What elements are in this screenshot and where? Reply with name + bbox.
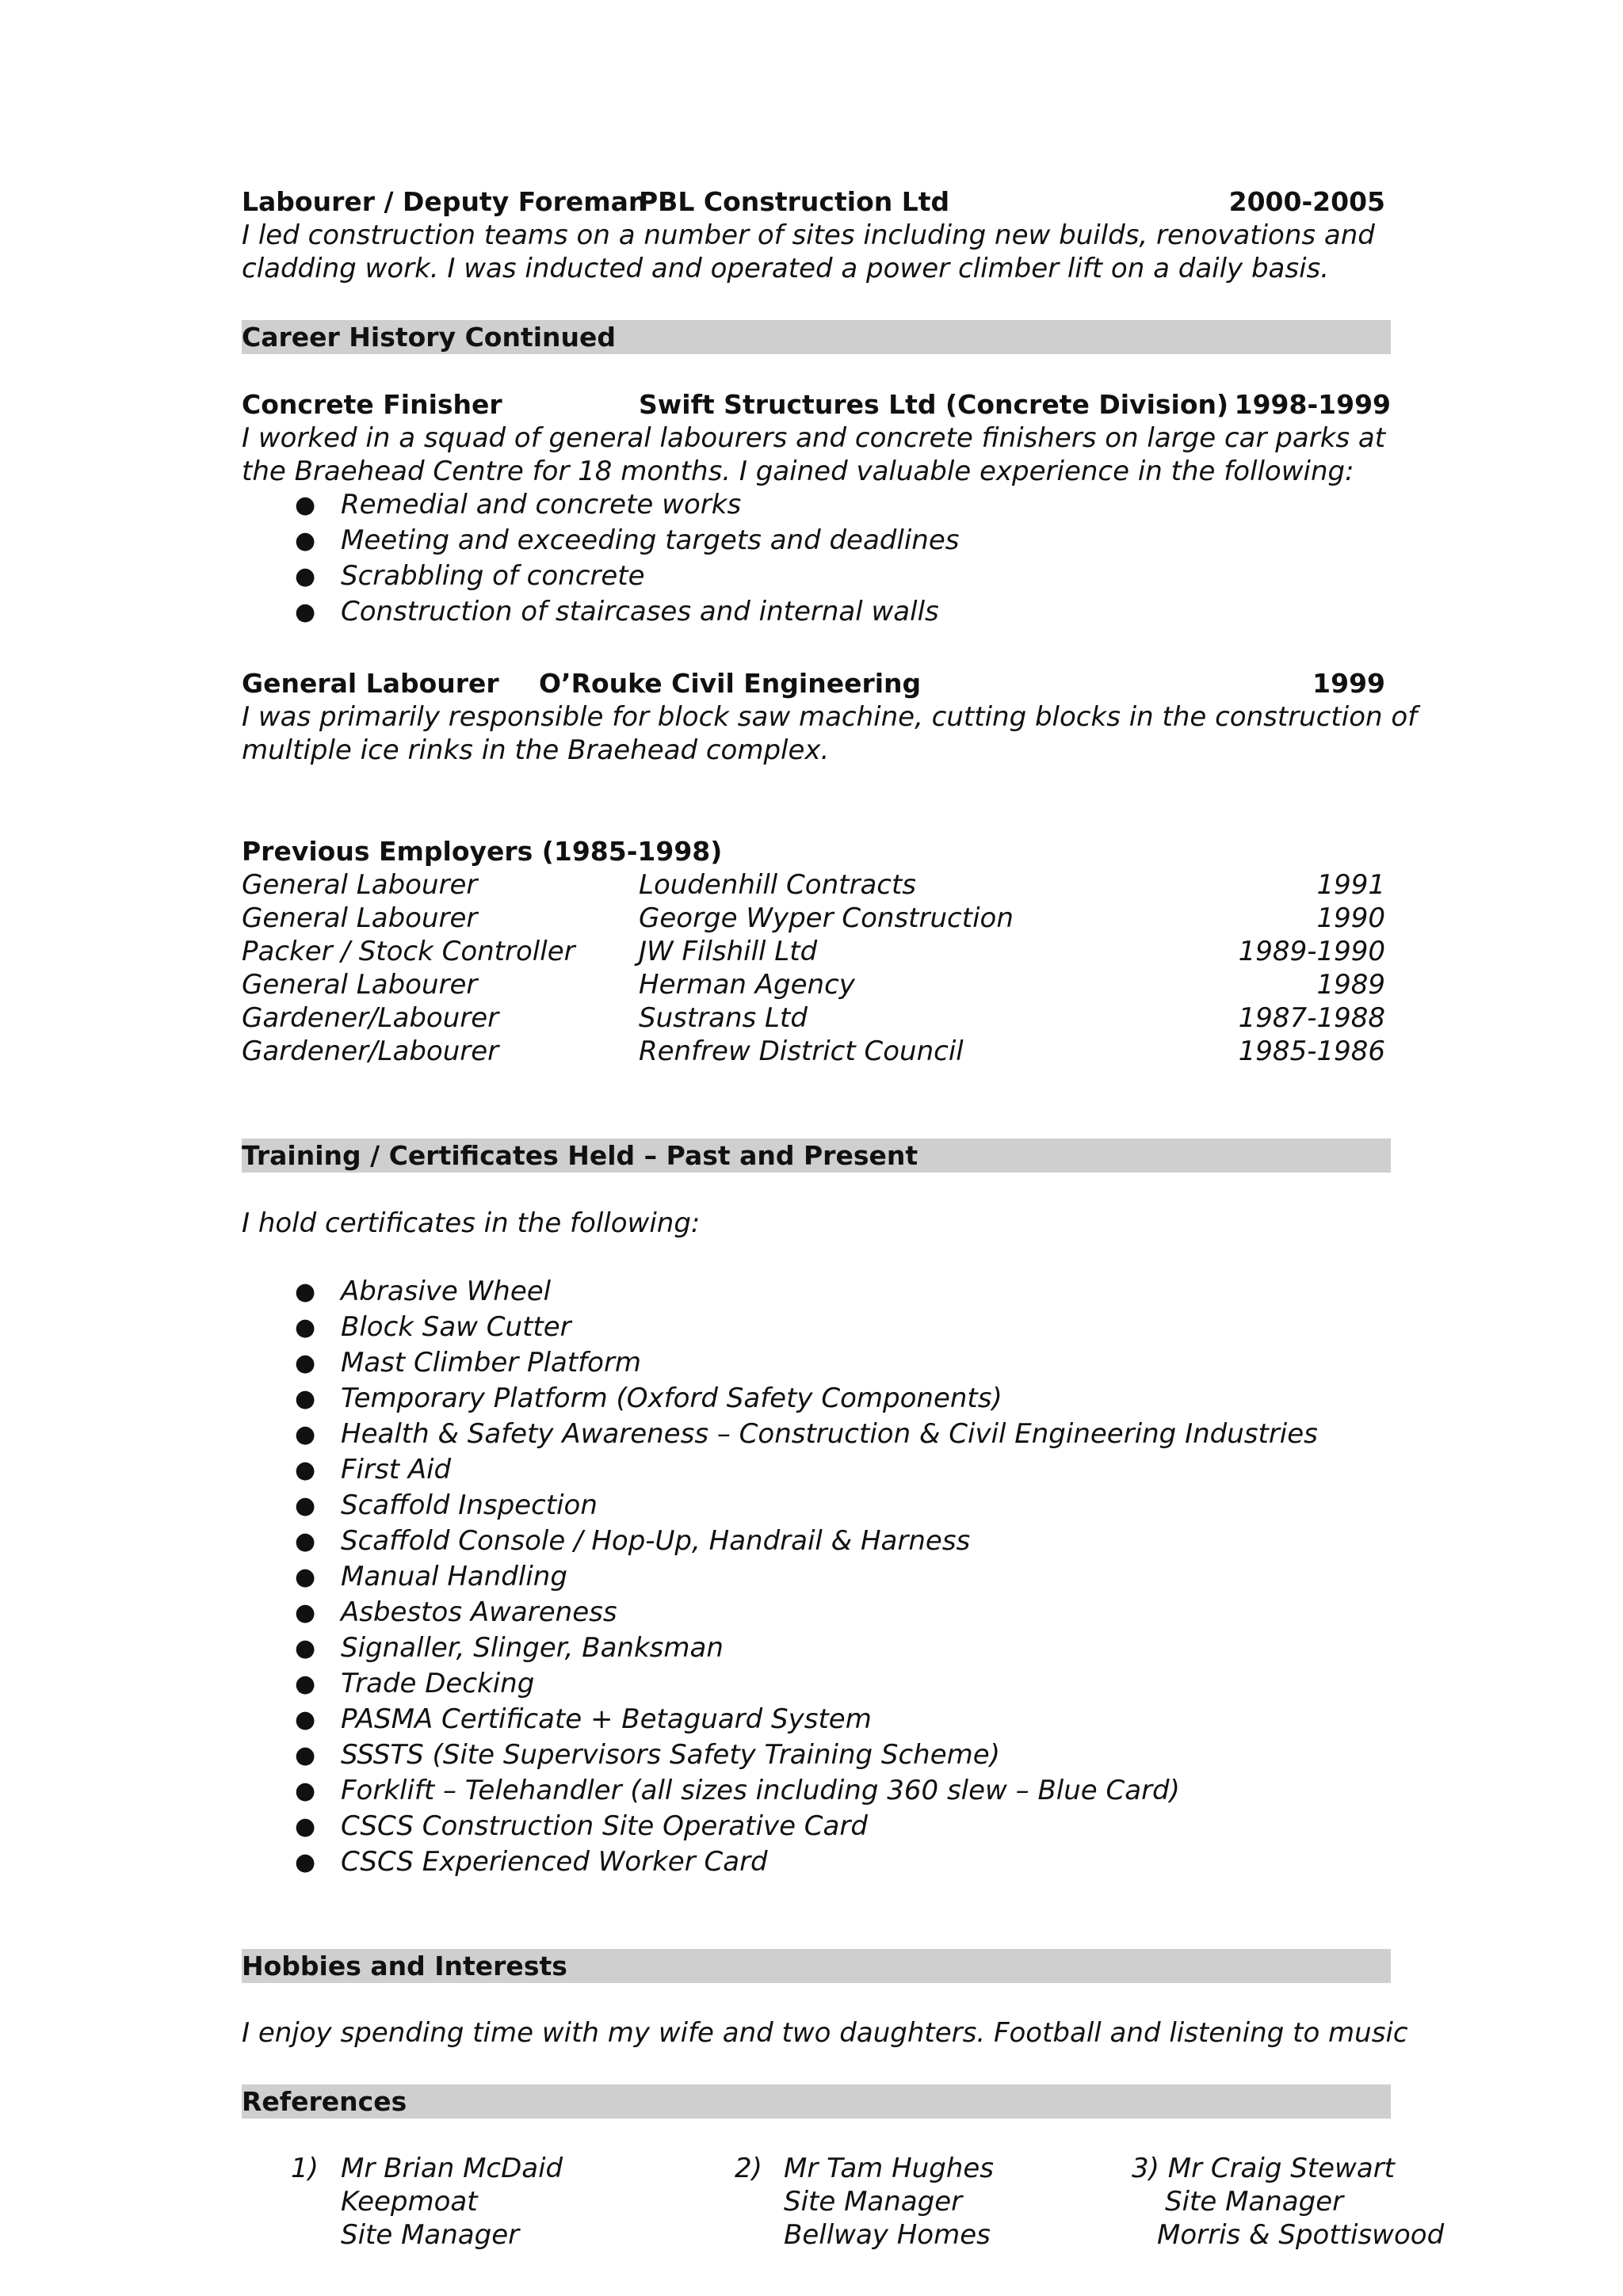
reference-2-number: 2) — [735, 2153, 762, 2184]
prev-role: Packer / Stock Controller — [242, 936, 575, 967]
job-company-pbl: PBL Construction Ltd — [639, 186, 950, 217]
section-heading-career: Career History Continued — [242, 322, 617, 353]
section-heading-training: Training / Certificates Held – Past and Present — [242, 1140, 918, 1171]
job-title-pbl: Labourer / Deputy Foreman — [242, 186, 647, 217]
section-heading-hobbies: Hobbies and Interests — [242, 1951, 567, 1981]
prev-years: 1989-1990 — [1238, 936, 1385, 967]
list-item: SSSTS (Site Supervisors Safety Training Scheme) — [341, 1739, 1000, 1771]
job-years-swift: 1998-1999 — [1234, 389, 1391, 420]
list-item: First Aid — [341, 1454, 452, 1486]
reference-3-company: Morris & Spottiswood — [1157, 2219, 1445, 2251]
prev-company: Herman Agency — [639, 969, 855, 1001]
prev-role: General Labourer — [242, 869, 478, 901]
prev-role: Gardener/Labourer — [242, 1002, 499, 1034]
section-band-references — [242, 2084, 1391, 2119]
list-item: Trade Decking — [341, 1668, 535, 1699]
bullet-icon: ● — [295, 1813, 316, 1840]
bullet-icon: ● — [295, 1670, 316, 1698]
bullet-icon: ● — [295, 1741, 316, 1769]
job-desc-pbl-line2: cladding work. I was inducted and operated a power climber lift on a daily basis. — [242, 253, 1330, 284]
bullet-icon: ● — [295, 1421, 316, 1448]
list-item: Asbestos Awareness — [341, 1596, 617, 1628]
bullet-icon: ● — [295, 1706, 316, 1733]
prev-years: 1989 — [1316, 969, 1385, 1001]
bullet-icon: ● — [295, 1634, 316, 1662]
section-heading-references: References — [242, 2086, 407, 2117]
prev-years: 1990 — [1316, 902, 1385, 934]
bullet-icon: ● — [295, 598, 316, 626]
reference-2-name: Mr Tam Hughes — [784, 2153, 994, 2184]
list-item: CSCS Experienced Worker Card — [341, 1846, 768, 1878]
reference-1-position: Site Manager — [341, 2219, 520, 2251]
bullet-icon: ● — [295, 1777, 316, 1805]
reference-2-position: Site Manager — [784, 2186, 963, 2218]
reference-1-company: Keepmoat — [341, 2186, 478, 2218]
job-desc-pbl-line1: I led construction teams on a number of sites including new builds, renovations and — [242, 219, 1375, 251]
list-item: Scrabbling of concrete — [341, 560, 645, 592]
list-item: Signaller, Slinger, Banksman — [341, 1632, 724, 1664]
bullet-icon: ● — [295, 1314, 316, 1341]
bullet-icon: ● — [295, 491, 316, 519]
bullet-icon: ● — [295, 1492, 316, 1520]
list-item: Abrasive Wheel — [341, 1276, 552, 1307]
hobbies-text: I enjoy spending time with my wife and two daughters. Football and listening to music — [242, 2017, 1408, 2049]
prev-company: Loudenhill Contracts — [639, 869, 917, 901]
prev-company: Renfrew District Council — [639, 1035, 964, 1067]
job-years-pbl: 2000-2005 — [1228, 186, 1385, 217]
list-item: Scaffold Inspection — [341, 1489, 598, 1521]
list-item: Remedial and concrete works — [341, 489, 742, 521]
list-item: Scaffold Console / Hop-Up, Handrail & Harness — [341, 1525, 971, 1557]
prev-years: 1991 — [1316, 869, 1385, 901]
prev-role: Gardener/Labourer — [242, 1035, 499, 1067]
list-item: Forklift – Telehandler (all sizes including 360 slew – Blue Card) — [341, 1775, 1180, 1806]
bullet-icon: ● — [295, 1456, 316, 1484]
bullet-icon: ● — [295, 563, 316, 590]
job-desc-swift-line1: I worked in a squad of general labourers and concrete finishers on large car parks at — [242, 422, 1386, 454]
job-desc-orouke-line1: I was primarily responsible for block saw machine, cutting blocks in the construction of — [242, 701, 1418, 733]
bullet-icon: ● — [295, 1599, 316, 1627]
prev-role: General Labourer — [242, 969, 478, 1001]
bullet-icon: ● — [295, 1349, 316, 1377]
bullet-icon: ● — [295, 1385, 316, 1413]
list-item: CSCS Construction Site Operative Card — [341, 1810, 868, 1842]
job-company-swift: Swift Structures Ltd (Concrete Division) — [639, 389, 1229, 420]
bullet-icon: ● — [295, 1527, 316, 1555]
job-desc-swift-line2: the Braehead Centre for 18 months. I gained valuable experience in the following: — [242, 456, 1354, 487]
training-intro: I hold certificates in the following: — [242, 1207, 701, 1239]
job-years-orouke: 1999 — [1312, 668, 1385, 699]
job-title-swift: Concrete Finisher — [242, 389, 502, 420]
job-desc-orouke-line2: multiple ice rinks in the Braehead complex. — [242, 734, 830, 766]
reference-3-name: 3) Mr Craig Stewart — [1132, 2153, 1395, 2184]
job-title-orouke: General Labourer — [242, 668, 499, 699]
job-company-orouke: O’Rouke Civil Engineering — [539, 668, 922, 699]
list-item: Manual Handling — [341, 1561, 567, 1592]
list-item: Block Saw Cutter — [341, 1311, 571, 1343]
bullet-icon: ● — [295, 1848, 316, 1876]
reference-2-company: Bellway Homes — [784, 2219, 991, 2251]
list-item: Mast Climber Platform — [341, 1347, 642, 1379]
list-item: Meeting and exceeding targets and deadlines — [341, 524, 960, 556]
list-item: PASMA Certificate + Betaguard System — [341, 1703, 872, 1735]
reference-1-number: 1) — [291, 2153, 319, 2184]
bullet-icon: ● — [295, 1278, 316, 1306]
list-item: Health & Safety Awareness – Construction & Civil Engineering Industries — [341, 1418, 1318, 1450]
bullet-icon: ● — [295, 1563, 316, 1591]
bullet-icon: ● — [295, 527, 316, 555]
prev-years: 1987-1988 — [1238, 1002, 1385, 1034]
reference-3-position: Site Manager — [1165, 2186, 1344, 2218]
prev-years: 1985-1986 — [1238, 1035, 1385, 1067]
prev-company: George Wyper Construction — [639, 902, 1014, 934]
previous-employers-heading: Previous Employers (1985-1998) — [242, 836, 723, 867]
reference-1-name: Mr Brian McDaid — [341, 2153, 563, 2184]
prev-company: Sustrans Ltd — [639, 1002, 808, 1034]
prev-company: JW Filshill Ltd — [639, 936, 818, 967]
list-item: Construction of staircases and internal walls — [341, 596, 939, 627]
prev-role: General Labourer — [242, 902, 478, 934]
list-item: Temporary Platform (Oxford Safety Components) — [341, 1383, 1002, 1414]
